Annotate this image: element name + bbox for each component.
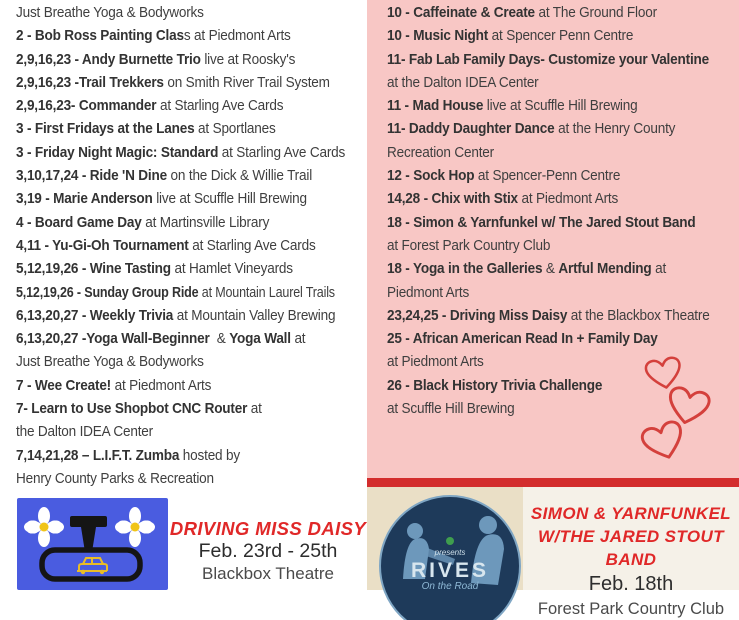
event-line <box>16 142 346 165</box>
event-line <box>387 212 714 235</box>
event-detail: s at Piedmont Arts <box>183 28 291 45</box>
event-line <box>16 468 342 491</box>
event-detail: at Martinsville Library <box>141 214 270 231</box>
event-line <box>16 305 342 328</box>
event-detail: at The Ground Floor <box>534 5 657 21</box>
simon-yarnfunkel-info <box>523 487 739 620</box>
event-line <box>387 258 714 281</box>
event-line <box>16 118 342 141</box>
event-detail: at Starling Ave Cards <box>218 144 346 161</box>
poster-presents-text: presents <box>434 548 466 557</box>
event-detail: at Piedmont Arts <box>111 377 212 394</box>
event-title: 12 - Sock Hop <box>387 168 475 185</box>
event-line <box>16 235 342 258</box>
event-line <box>387 72 714 95</box>
event-title: 6,13,20,27 - Weekly Trivia <box>16 307 174 324</box>
event-detail: at <box>247 401 262 418</box>
event-detail: at the Henry County <box>554 121 676 138</box>
event-title: 7 - Wee Create! <box>16 377 112 394</box>
event-line <box>16 49 342 72</box>
event-title: 3,10,17,24 - Ride 'N Dine <box>16 168 167 185</box>
event-title: 11- Daddy Daughter Dance <box>387 121 555 138</box>
event-title: 5,12,19,26 - Wine Tasting <box>16 261 171 278</box>
promo-title-line2: W/THE JARED STOUT BAND <box>538 527 724 569</box>
event-line <box>387 142 714 165</box>
event-line <box>387 305 714 328</box>
event-detail: at the Dalton IDEA Center <box>387 74 539 91</box>
event-line <box>16 72 342 95</box>
event-detail: live at Scuffle Hill Brewing <box>152 191 307 208</box>
event-detail: live at Roosky's <box>200 51 296 68</box>
event-title: Yoga Wall <box>229 331 291 348</box>
event-line <box>16 2 342 25</box>
event-title: 7- Learn to Use Shopbot CNC Router <box>16 401 248 418</box>
rives-on-the-road-poster <box>367 487 523 590</box>
event-detail: & <box>209 331 230 348</box>
event-title: 11 - Mad House <box>387 98 484 115</box>
event-title: 14,28 - Chix with Stix <box>387 191 518 208</box>
promo-title-line1: SIMON & YARNFUNKEL <box>530 504 732 523</box>
poster-logo-icon <box>446 537 454 545</box>
event-title: 10 - Music Night <box>387 28 489 45</box>
event-detail: at Starling Ave Cards <box>188 237 316 254</box>
event-title: 3 - First Fridays at the Lanes <box>16 121 195 138</box>
event-title: 3 - Friday Night Magic: Standard <box>16 144 219 161</box>
event-detail: at Spencer-Penn Centre <box>474 168 621 185</box>
event-line <box>16 445 342 468</box>
event-detail: Just Breathe Yoga & Bodyworks <box>16 354 204 371</box>
driving-miss-daisy-info <box>168 517 368 584</box>
driving-miss-daisy-poster <box>17 498 168 590</box>
car-icon <box>77 558 107 574</box>
event-line <box>16 95 342 118</box>
event-detail: at Piedmont Arts <box>387 354 484 371</box>
event-title: 10 - Caffeinate & Create <box>387 5 535 21</box>
event-detail: live at Scuffle Hill Brewing <box>483 98 638 115</box>
daisy-icon <box>23 507 64 547</box>
simon-yarnfunkel-promo <box>367 487 739 618</box>
daisy-icon <box>114 507 155 547</box>
event-detail: Piedmont Arts <box>387 284 470 301</box>
event-line <box>16 421 342 444</box>
event-line <box>16 351 342 374</box>
event-line <box>387 188 714 211</box>
event-detail: at Scuffle Hill Brewing <box>387 401 515 418</box>
poster-name-text: RIVES <box>410 559 490 582</box>
event-line <box>16 25 342 48</box>
event-detail: at Sportlanes <box>194 121 276 138</box>
event-title: 18 - Simon & Yarnfunkel w/ The Jared Stout Band <box>387 214 696 231</box>
event-title: 5,12,19,26 - Sunday Group Ride <box>16 284 199 301</box>
event-line <box>16 328 342 351</box>
event-title: 4 - Board Game Day <box>16 214 142 231</box>
promo-title: DRIVING MISS DAISY <box>169 518 367 539</box>
event-line <box>387 328 714 351</box>
mirror-mount-icon <box>70 516 107 552</box>
promo-venue: Forest Park Country Club <box>537 600 725 618</box>
event-title: 11- Fab Lab Family Days- Customize your Valentine <box>387 51 709 68</box>
event-detail: on Smith River Trail System <box>163 74 330 91</box>
event-title: 2,9,16,23- Commander <box>16 98 157 115</box>
event-line <box>387 49 714 72</box>
event-detail: at <box>651 261 667 278</box>
event-title: 18 - Yoga in the Galleries <box>387 261 543 278</box>
event-line <box>387 118 714 141</box>
event-detail: at Forest Park Country Club <box>387 237 551 254</box>
event-detail: Henry County Parks & Recreation <box>16 470 214 487</box>
red-divider-bar <box>367 478 739 487</box>
event-title: 25 - African American Read In + Family Day <box>387 331 658 348</box>
event-detail: & <box>542 261 559 278</box>
event-title: 23,24,25 - Driving Miss Daisy <box>387 307 568 324</box>
event-line <box>16 212 342 235</box>
event-detail: at Hamlet Vineyards <box>170 261 293 278</box>
event-detail: at <box>290 331 306 348</box>
event-line <box>387 95 714 118</box>
event-title: 6,13,20,27 -Yoga Wall-Beginner <box>16 331 210 348</box>
event-detail: hosted by <box>179 447 240 464</box>
event-title: 4,11 - Yu-Gi-Oh Tournament <box>16 237 189 254</box>
event-line <box>16 398 342 421</box>
event-detail: the Dalton IDEA Center <box>16 424 153 441</box>
event-detail: Just Breathe Yoga & Bodyworks <box>16 5 204 21</box>
event-title: 26 - Black History Trivia Challenge <box>387 377 603 394</box>
event-line <box>16 258 342 281</box>
promo-date: Feb. 23rd - 25th <box>198 540 338 562</box>
event-title: 2,9,16,23 -Trail Trekkers <box>16 74 164 91</box>
event-line <box>16 282 335 305</box>
poster-subtitle-text: On the Road <box>421 581 479 592</box>
event-detail: Recreation Center <box>387 144 494 161</box>
event-title: 2 - Bob Ross Painting Clas <box>16 28 184 45</box>
event-detail: at Mountain Laurel Trails <box>198 284 335 301</box>
event-title: 3,19 - Marie Anderson <box>16 191 153 208</box>
event-line <box>387 235 714 258</box>
promo-venue: Blackbox Theatre <box>202 564 334 583</box>
event-line <box>387 165 714 188</box>
event-title: 2,9,16,23 - Andy Burnette Trio <box>16 51 201 68</box>
event-title: 7,14,21,28 – L.I.F.T. Zumba <box>16 447 180 464</box>
rearview-mirror-daisies-illustration <box>17 498 168 590</box>
event-detail: on the Dick & Willie Trail <box>166 168 313 185</box>
event-detail: at the Blackbox Theatre <box>567 307 710 324</box>
event-line <box>16 188 342 211</box>
event-title: Artful Mending <box>558 261 652 278</box>
promo-date: Feb. 18th <box>588 573 674 595</box>
event-line <box>387 282 714 305</box>
event-list-left <box>0 0 367 490</box>
event-line <box>387 2 714 25</box>
event-detail: at Piedmont Arts <box>517 191 619 208</box>
event-line <box>387 25 714 48</box>
event-detail: at Spencer Penn Centre <box>488 28 634 45</box>
event-detail: at Starling Ave Cards <box>156 98 284 115</box>
event-detail: at Mountain Valley Brewing <box>173 307 336 324</box>
event-line <box>16 375 342 398</box>
event-line <box>16 165 342 188</box>
